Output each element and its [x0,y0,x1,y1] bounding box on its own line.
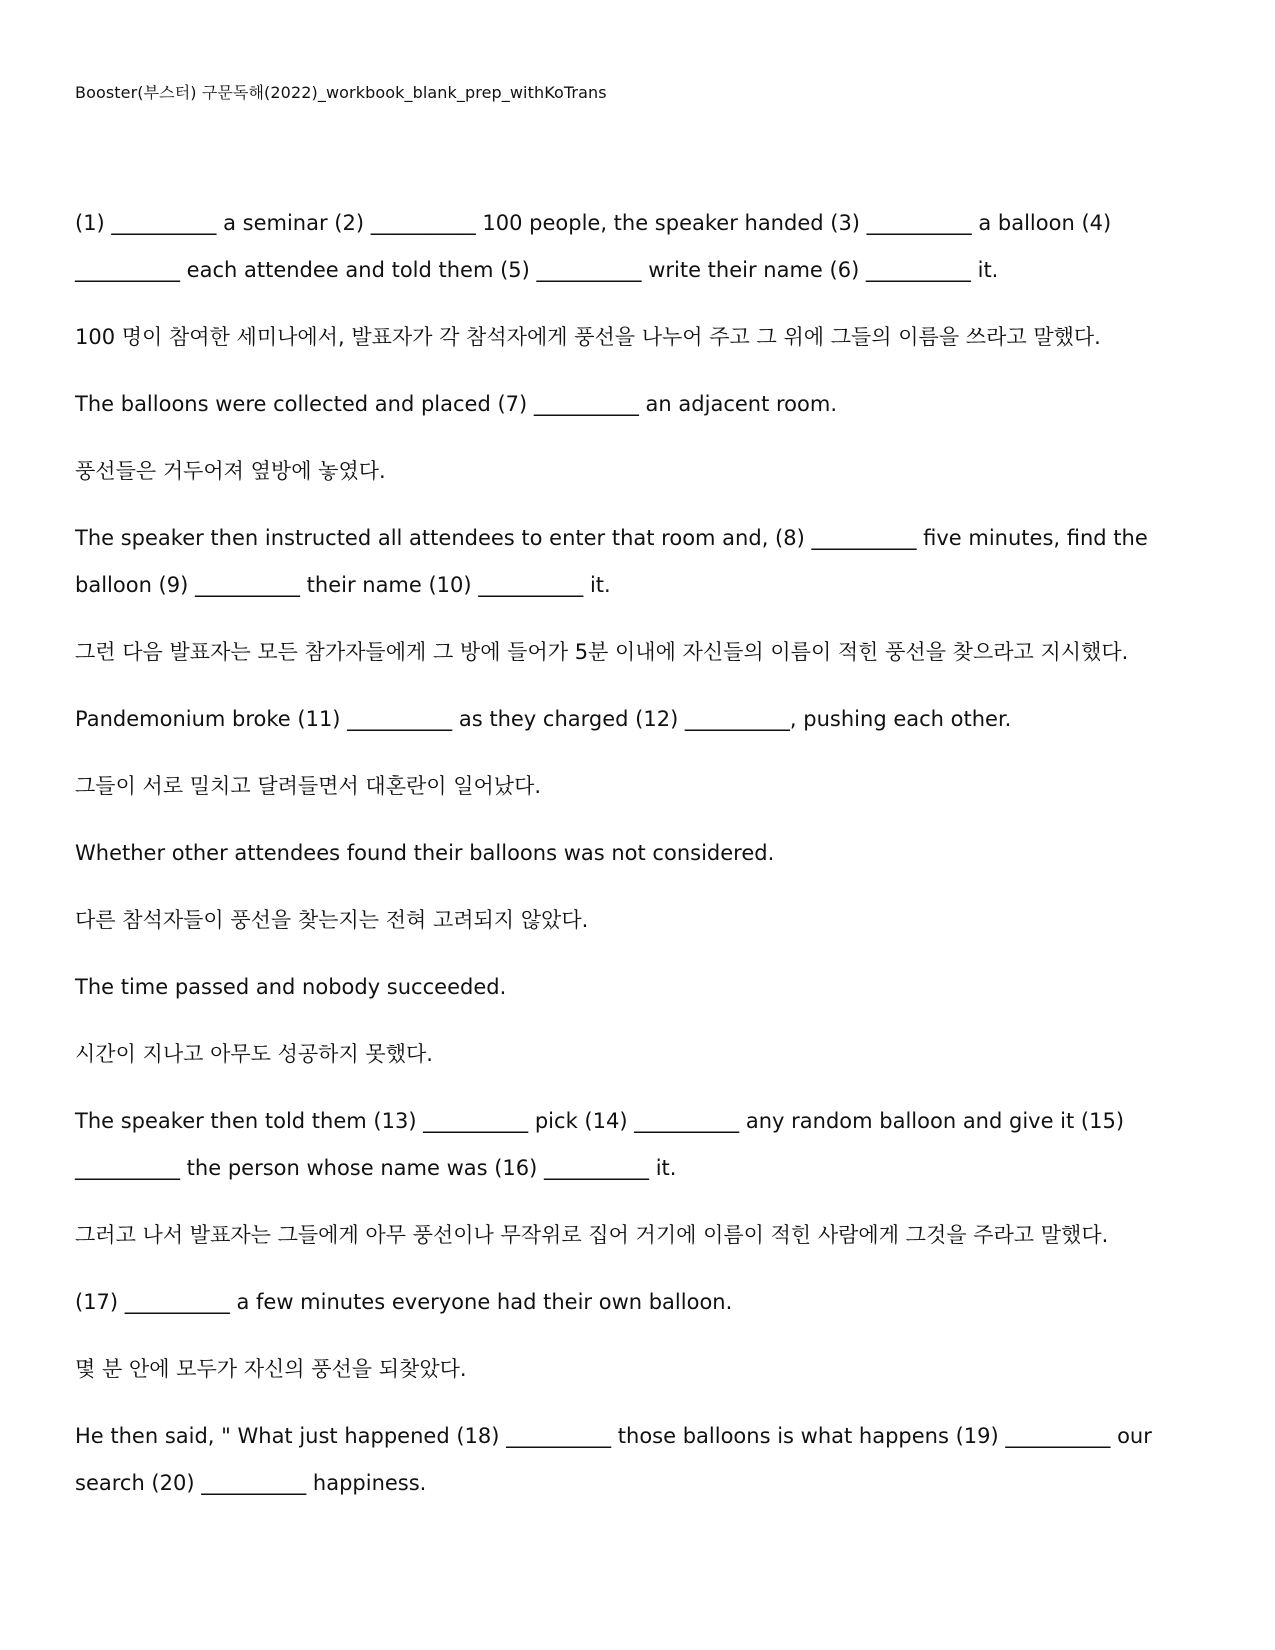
sentence-en-9: He then said, " What just happened (18) __________ those balloons is what happens (19) __________ our search (20) __________ happiness. [75,1424,1152,1495]
sentence-en-2: The balloons were collected and placed (7) __________ an adjacent room. [75,392,837,416]
sentence-en-4: Pandemonium broke (11) __________ as they charged (12) __________, pushing each other. [75,707,1012,731]
sentence-en-1: (1) __________ a seminar (2) __________ 100 people, the speaker handed (3) __________ a balloon (4) __________ each attendee and told them (5) __________ write their name (6) __________ it. [75,211,1112,282]
translation-ko-3: 그런 다음 발표자는 모든 참가자들에게 그 방에 들어가 5분 이내에 자신들의 이름이 적힌 풍선을 찾으라고 지시했다. [75,640,1129,664]
worksheet-body [75,200,1200,1527]
translation-ko-2: 풍선들은 거두어져 옆방에 놓였다. [75,459,386,483]
translation-ko-1: 100 명이 참여한 세미나에서, 발표자가 각 참석자에게 풍선을 나누어 주고 그 위에 그들의 이름을 쓰라고 말했다. [75,325,1101,349]
sentence-en-3: The speaker then instructed all attendees to enter that room and, (8) __________ five minutes, find the balloon (9) __________ their name (10) __________ it. [75,526,1148,597]
translation-ko-5: 다른 참석자들이 풍선을 찾는지는 전혀 고려되지 않았다. [75,908,589,932]
document-header: Booster(부스터) 구문독해(2022)_workbook_blank_prep_withKoTrans [75,83,607,102]
translation-ko-7: 그러고 나서 발표자는 그들에게 아무 풍선이나 무작위로 집어 거기에 이름이 적힌 사람에게 그것을 주라고 말했다. [75,1223,1109,1247]
translation-ko-8: 몇 분 안에 모두가 자신의 풍선을 되찾았다. [75,1357,467,1381]
sentence-en-7: The speaker then told them (13) __________ pick (14) __________ any random balloon and give it (15) __________ the person whose name was (16) __________ it. [75,1109,1125,1180]
translation-ko-6: 시간이 지나고 아무도 성공하지 못했다. [75,1042,433,1066]
sentence-en-8: (17) __________ a few minutes everyone had their own balloon. [75,1290,733,1314]
translation-ko-4: 그들이 서로 밀치고 달려들면서 대혼란이 일어났다. [75,774,542,798]
sentence-en-5: Whether other attendees found their balloons was not considered. [75,841,775,865]
sentence-en-6: The time passed and nobody succeeded. [75,975,507,999]
